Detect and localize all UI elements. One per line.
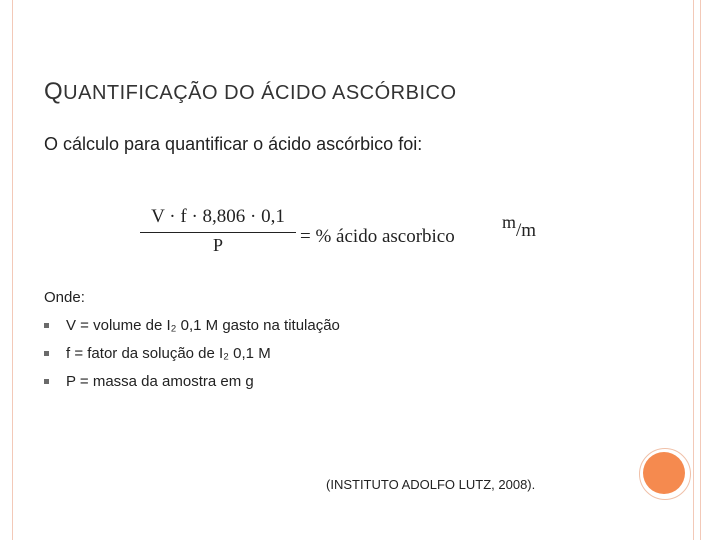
list-item [44, 372, 340, 400]
onde-label: Onde: [44, 289, 85, 306]
list-item [44, 316, 340, 344]
formula-result: = % ácido ascorbico [300, 226, 455, 247]
unit-bottom: /m [516, 220, 537, 241]
formula-numerator: V · f · 8,806 · 0,1 [151, 206, 285, 227]
bullet-icon [44, 379, 49, 384]
bullet-icon [44, 351, 49, 356]
list-item-text: P = massa da amostra em g [66, 373, 254, 390]
formula-unit [502, 212, 537, 242]
definitions-list [44, 316, 340, 400]
intro-text: O cálculo para quantificar o ácido ascórbico foi: [44, 134, 423, 154]
bullet-icon [44, 323, 49, 328]
unit-top: m [502, 212, 517, 232]
decorative-circle [643, 452, 685, 494]
list-item-text: f = fator da solução de I₂ 0,1 M [66, 345, 271, 362]
slide-frame-line [700, 0, 701, 540]
formula-denominator: P [212, 235, 223, 255]
fraction-bar [140, 232, 296, 233]
fraction [140, 206, 296, 256]
title-initial: Q [44, 78, 64, 105]
title-text: UANTIFICAÇÃO DO ÁCIDO ASCÓRBICO [63, 82, 457, 104]
citation: (INSTITUTO ADOLFO LUTZ, 2008). [326, 477, 536, 492]
slide-title [44, 78, 457, 106]
formula [140, 206, 560, 266]
list-item [44, 344, 340, 372]
list-item-text: V = volume de I₂ 0,1 M gasto na titulação [66, 317, 340, 334]
